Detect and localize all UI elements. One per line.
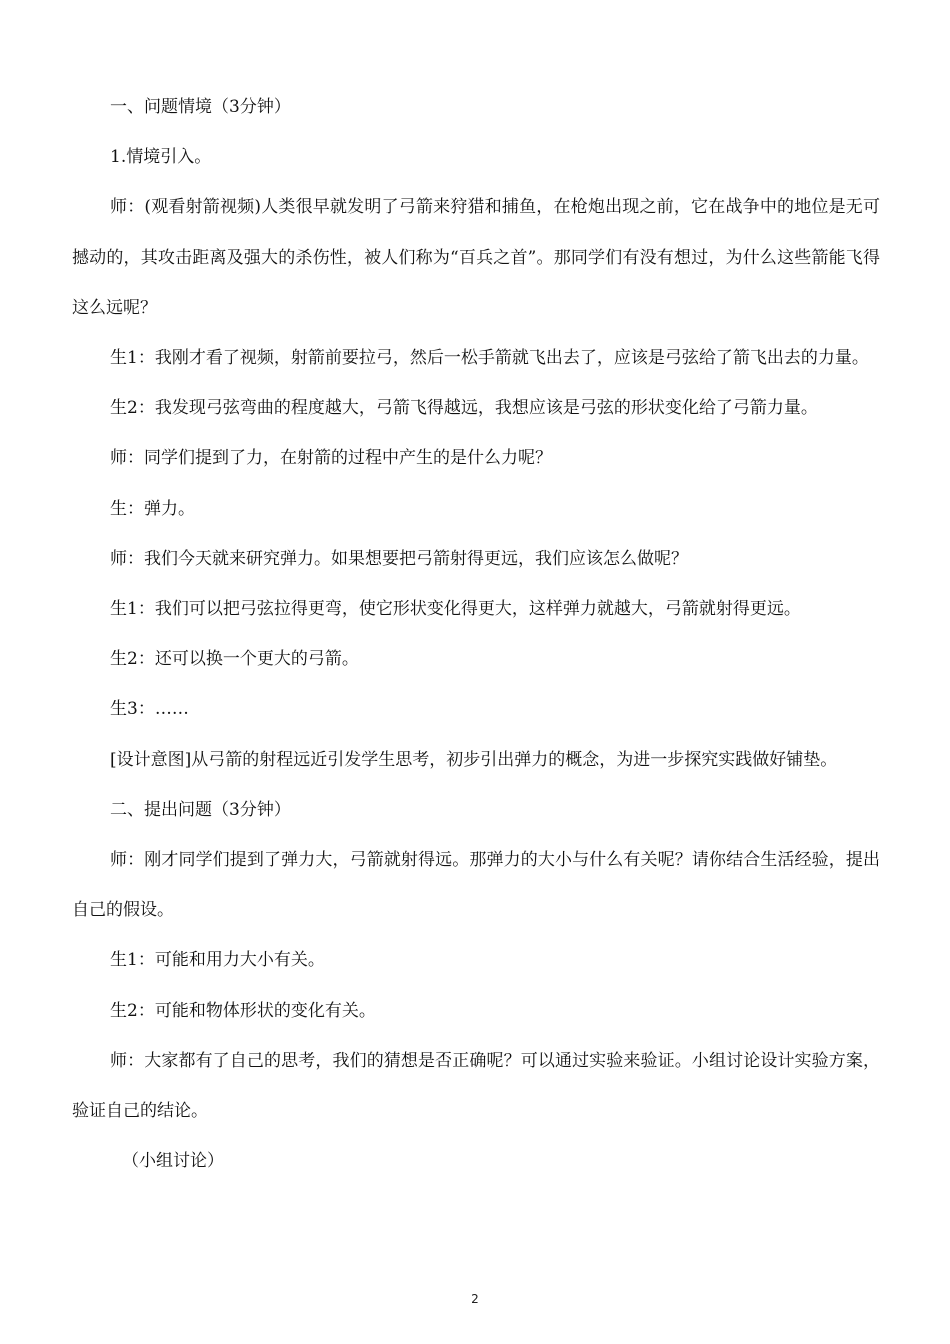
paragraph-student1-bend: 生1：我们可以把弓弦拉得更弯，使它形状变化得更大，这样弹力就越大，弓箭就射得更远。 bbox=[110, 599, 801, 620]
document-body bbox=[72, 82, 880, 1186]
paragraph-student3-ellipsis: 生3：…… bbox=[110, 699, 189, 720]
paragraph-teacher-research: 师：我们今天就来研究弹力。如果想要把弓箭射得更远，我们应该怎么做呢？ bbox=[110, 548, 688, 569]
section-heading-raise-question: 二、提出问题（3分钟） bbox=[110, 799, 291, 820]
paragraph-teacher-video: 师：(观看射箭视频)人类很早就发明了弓箭来狩猎和捕鱼，在枪炮出现之前，它在战争中的地位是无可撼动的，其攻击距离及强大的杀伤性，被人们称为“百兵之首”。那同学们有没有想过，为什么这些箭能飞得这么远呢？ bbox=[72, 197, 880, 318]
paragraph-student2-shape: 生2：可能和物体形状的变化有关。 bbox=[110, 1000, 376, 1021]
subheading-situation-intro: 1.情境引入。 bbox=[110, 147, 212, 168]
paragraph-teacher-experiment: 师：大家都有了自己的思考，我们的猜想是否正确呢？可以通过实验来验证。小组讨论设计实验方案，验证自己的结论。 bbox=[72, 1050, 880, 1122]
paragraph-student2-answer: 生2：我发现弓弦弯曲的程度越大，弓箭飞得越远，我想应该是弓弦的形状变化给了弓箭力量。 bbox=[110, 398, 818, 419]
paragraph-teacher-hypothesis: 师：刚才同学们提到了弹力大，弓箭就射得远。那弹力的大小与什么有关呢？请你结合生活经验，提出自己的假设。 bbox=[72, 850, 880, 921]
paragraph-group-discussion: （小组讨论） bbox=[122, 1151, 224, 1172]
paragraph-student1-answer: 生1：我刚才看了视频，射箭前要拉弓，然后一松手箭就飞出去了，应该是弓弦给了箭飞出去的力量。 bbox=[110, 348, 869, 369]
section-heading-problem-situation: 一、问题情境（3分钟） bbox=[110, 97, 291, 117]
page-number: 2 bbox=[471, 1292, 479, 1306]
paragraph-teacher-question: 师：同学们提到了力，在射箭的过程中产生的是什么力呢？ bbox=[110, 448, 552, 469]
paragraph-student-elastic-force: 生：弹力。 bbox=[110, 498, 195, 519]
paragraph-student2-bigger-bow: 生2：还可以换一个更大的弓箭。 bbox=[110, 649, 359, 670]
paragraph-student1-force: 生1：可能和用力大小有关。 bbox=[110, 950, 325, 971]
paragraph-design-intent: [设计意图]从弓箭的射程远近引发学生思考，初步引出弹力的概念，为进一步探究实践做好铺垫。 bbox=[110, 749, 838, 770]
